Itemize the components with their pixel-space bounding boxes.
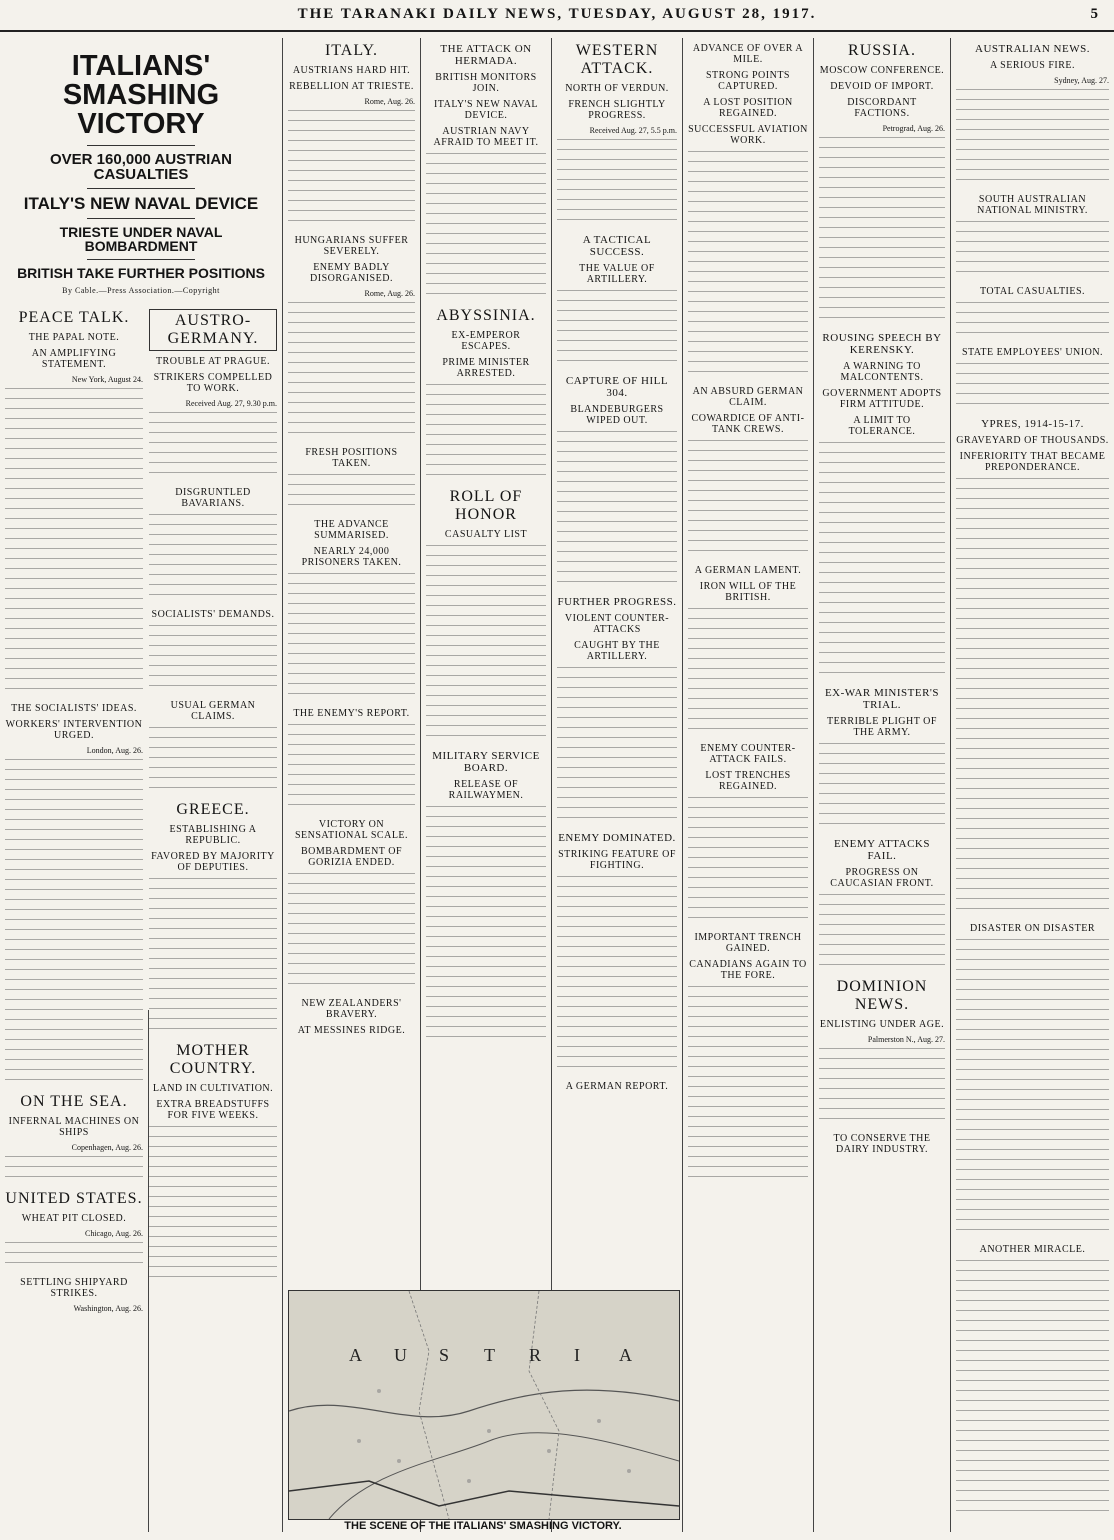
article-text xyxy=(956,221,1109,281)
article-text xyxy=(149,1126,277,1286)
article-text xyxy=(956,363,1109,413)
sub-heading: TOTAL CASUALTIES. xyxy=(979,286,1086,297)
divider xyxy=(87,218,196,219)
section-heading: AUSTRO-GERMANY. xyxy=(149,309,277,351)
sub-heading: ITALY'S NEW NAVAL DEVICE. xyxy=(433,99,539,121)
column-6 xyxy=(814,38,950,1532)
sub-heading: THE PAPAL NOTE. xyxy=(28,332,120,343)
sub-heading: SETTLING SHIPYARD STRIKES. xyxy=(20,1277,128,1299)
sub-heading: TERRIBLE PLIGHT OF THE ARMY. xyxy=(827,716,937,738)
map-drawing xyxy=(289,1291,679,1519)
section-heading: FURTHER PROGRESS. xyxy=(557,596,677,608)
sub-heading: VIOLENT COUNTER-ATTACKS xyxy=(564,613,670,635)
sub-heading: CANADIANS AGAIN TO THE FORE. xyxy=(689,959,807,981)
dateline: Rome, Aug. 26. xyxy=(364,97,415,106)
sub-heading: DEVOID OF IMPORT. xyxy=(830,81,934,92)
article-text xyxy=(688,440,808,560)
article-text xyxy=(819,1048,945,1128)
article-text xyxy=(956,302,1109,342)
article-text xyxy=(426,384,546,484)
sub-heading: CASUALTY LIST xyxy=(444,529,528,540)
divider xyxy=(87,259,196,260)
article-text xyxy=(149,412,277,482)
sub-heading: FRENCH SLIGHTLY PROGRESS. xyxy=(568,99,666,121)
sub-heading: THE ENEMY'S REPORT. xyxy=(293,708,410,719)
banner-headline: TRIESTE UNDER NAVAL BOMBARDMENT xyxy=(59,224,223,254)
sub-heading: SUCCESSFUL AVIATION WORK. xyxy=(688,124,808,146)
sub-heading: NEARLY 24,000 PRISONERS TAKEN. xyxy=(301,546,402,568)
sub-heading: TROUBLE AT PRAGUE. xyxy=(155,356,271,367)
section-heading: DOMINION NEWS. xyxy=(836,978,928,1013)
section-heading: UNITED STATES. xyxy=(5,1190,143,1207)
section-heading: ABYSSINIA. xyxy=(436,307,536,324)
column-5 xyxy=(683,38,813,1532)
section-heading: PEACE TALK. xyxy=(18,309,130,326)
dateline: Washington, Aug. 26. xyxy=(73,1304,143,1313)
masthead xyxy=(0,0,1114,32)
sub-heading: FAVORED BY MAJORITY OF DEPUTIES. xyxy=(151,851,275,873)
column-1 xyxy=(0,38,282,1532)
article-text xyxy=(956,89,1109,189)
dateline: New York, August 24. xyxy=(71,375,143,384)
article-text xyxy=(426,545,546,745)
article-text xyxy=(5,759,143,1089)
divider xyxy=(87,188,196,189)
map-label: I xyxy=(574,1345,582,1365)
article-text xyxy=(5,1242,143,1272)
section-heading: ITALY. xyxy=(324,42,379,59)
sub-heading: REBELLION AT TRIESTE. xyxy=(289,81,414,92)
map-label: S xyxy=(439,1345,452,1365)
sub-heading: AN AMPLIFYING STATEMENT. xyxy=(31,348,117,370)
article-text xyxy=(288,724,415,814)
article-text xyxy=(557,290,677,370)
section-heading: A TACTICAL SUCCESS. xyxy=(582,234,652,258)
article-text xyxy=(819,743,945,833)
section-heading: MILITARY SERVICE BOARD. xyxy=(432,750,540,774)
sub-heading: MOSCOW CONFERENCE. xyxy=(819,65,945,76)
article-text xyxy=(149,514,277,604)
banner-headline: ITALY'S NEW NAVAL DEVICE xyxy=(23,194,259,213)
article-text xyxy=(149,625,277,695)
sub-heading: DISASTER ON DISASTER xyxy=(969,923,1095,934)
dateline: Sydney, Aug. 27. xyxy=(1054,76,1109,85)
article-text xyxy=(288,873,415,993)
article-text xyxy=(956,939,1109,1239)
article-text xyxy=(688,151,808,381)
article-text xyxy=(557,876,677,1076)
sub-heading: GOVERNMENT ADOPTS FIRM ATTITUDE. xyxy=(822,388,942,410)
sub-heading: VICTORY ON SENSATIONAL SCALE. xyxy=(294,819,409,841)
banner-headline: BRITISH TAKE FURTHER POSITIONS xyxy=(17,265,265,281)
sub-heading: NEW ZEALANDERS' BRAVERY. xyxy=(301,998,402,1020)
article-text xyxy=(819,442,945,682)
column-7 xyxy=(951,38,1114,1532)
sub-heading: WORKERS' INTERVENTION URGED. xyxy=(5,719,143,741)
sub-heading: ENLISTING UNDER AGE. xyxy=(819,1019,945,1030)
sub-heading: AT MESSINES RIDGE. xyxy=(297,1025,406,1036)
map-caption: THE SCENE OF THE ITALIANS' SMASHING VICTORY. xyxy=(344,1520,622,1532)
sub-heading: THE SOCIALISTS' IDEAS. xyxy=(11,703,137,714)
article-text xyxy=(5,1156,143,1186)
section-heading: MOTHER COUNTRY. xyxy=(169,1042,257,1077)
sub-heading: INFERNAL MACHINES ON SHIPS xyxy=(8,1116,140,1138)
sub-heading: BOMBARDMENT OF GORIZIA ENDED. xyxy=(301,846,402,868)
sub-heading: EX-EMPEROR ESCAPES. xyxy=(451,330,521,352)
banner-headline: ITALIANS' SMASHING VICTORY xyxy=(62,50,220,140)
section-heading: ROLL OF HONOR xyxy=(449,488,523,523)
article-text xyxy=(288,110,415,230)
sub-heading: CAUGHT BY THE ARTILLERY. xyxy=(574,640,660,662)
sub-heading: INFERIORITY THAT BECAME PREPONDERANCE. xyxy=(959,451,1106,473)
sub-heading: AUSTRIAN NAVY AFRAID TO MEET IT. xyxy=(433,126,539,148)
article-text xyxy=(288,302,415,442)
article-text xyxy=(288,474,415,514)
sub-heading: LOST TRENCHES REGAINED. xyxy=(705,770,791,792)
map-label: A xyxy=(619,1345,634,1365)
sub-heading: STRIKING FEATURE OF FIGHTING. xyxy=(558,849,676,871)
sub-heading: A LOST POSITION REGAINED. xyxy=(703,97,793,119)
article-text xyxy=(557,139,677,229)
article-text xyxy=(288,573,415,703)
dateline: Received Aug. 27, 9.30 p.m. xyxy=(185,399,277,408)
sub-heading: PROGRESS ON CAUCASIAN FRONT. xyxy=(830,867,934,889)
sub-heading: A GERMAN REPORT. xyxy=(565,1081,669,1092)
section-heading: GREECE. xyxy=(176,801,250,818)
dateline: Petrograd, Aug. 26. xyxy=(882,124,945,133)
sub-heading: STRONG POINTS CAPTURED. xyxy=(705,70,790,92)
dateline: Chicago, Aug. 26. xyxy=(85,1229,143,1238)
article-text xyxy=(149,727,277,797)
sub-heading: ENEMY BADLY DISORGANISED. xyxy=(310,262,393,284)
section-heading: THE ATTACK ON HERMADA. xyxy=(440,43,532,67)
section-heading: AUSTRALIAN NEWS. xyxy=(975,43,1090,55)
sub-heading: BLANDEBURGERS WIPED OUT. xyxy=(570,404,664,426)
article-text xyxy=(688,986,808,1186)
section-heading: IMPORTANT TRENCH GAINED. xyxy=(694,932,802,954)
sub-heading: AUSTRIANS HARD HIT. xyxy=(292,65,411,76)
sub-heading: WHEAT PIT CLOSED. xyxy=(21,1213,127,1224)
sub-heading: ESTABLISHING A REPUBLIC. xyxy=(169,824,257,846)
masthead-title: THE TARANAKI DAILY NEWS, TUESDAY, AUGUST 28, 1917. xyxy=(297,6,817,22)
sub-heading: TO CONSERVE THE DAIRY INDUSTRY. xyxy=(833,1133,931,1155)
banner-headline: OVER 160,000 AUSTRIAN CASUALTIES xyxy=(49,151,232,183)
sub-heading: PRIME MINISTER ARRESTED. xyxy=(442,357,530,379)
sub-heading: EXTRA BREADSTUFFS FOR FIVE WEEKS. xyxy=(156,1099,270,1121)
article-text xyxy=(819,894,945,974)
sub-heading: HUNGARIANS SUFFER SEVERELY. xyxy=(294,235,409,257)
sub-heading: DISGRUNTLED BAVARIANS. xyxy=(175,487,251,509)
sub-heading: GRAVEYARD OF THOUSANDS. xyxy=(956,435,1109,446)
section-heading: AN ABSURD GERMAN CLAIM. xyxy=(692,386,804,408)
section-heading: CAPTURE OF HILL 304. xyxy=(565,375,669,399)
section-heading: YPRES, 1914-15-17. xyxy=(981,418,1084,430)
section-heading: ENEMY DOMINATED. xyxy=(558,832,676,844)
sub-heading: USUAL GERMAN CLAIMS. xyxy=(170,700,256,722)
article-text xyxy=(819,137,945,327)
article-text xyxy=(557,431,677,591)
article-text xyxy=(149,878,277,1038)
map-label: R xyxy=(529,1345,544,1365)
sub-heading: A WARNING TO MALCONTENTS. xyxy=(840,361,924,383)
article-text xyxy=(688,608,808,738)
dateline: Copenhagen, Aug. 26. xyxy=(71,1143,143,1152)
map-label: A xyxy=(349,1345,364,1365)
map-label: U xyxy=(394,1345,409,1365)
sub-heading: IRON WILL OF THE BRITISH. xyxy=(699,581,797,603)
divider xyxy=(87,145,196,146)
sub-heading: ANOTHER MIRACLE. xyxy=(979,1244,1086,1255)
section-heading: ON THE SEA. xyxy=(20,1093,128,1110)
sub-heading: FRESH POSITIONS TAKEN. xyxy=(305,447,398,469)
page-number: 5 xyxy=(1090,6,1098,22)
sub-heading: DISCORDANT FACTIONS. xyxy=(847,97,917,119)
sub-heading: A LIMIT TO TOLERANCE. xyxy=(848,415,916,437)
article-text xyxy=(956,1260,1109,1520)
sub-heading: NORTH OF VERDUN. xyxy=(565,83,669,94)
dateline: Palmerston N., Aug. 27. xyxy=(867,1035,945,1044)
sub-heading: COWARDICE OF ANTI-TANK CREWS. xyxy=(691,413,805,435)
dateline: London, Aug. 26. xyxy=(86,746,143,755)
article-text xyxy=(426,806,546,1046)
sub-heading: BRITISH MONITORS JOIN. xyxy=(435,72,537,94)
dateline: Received Aug. 27, 5.5 p.m. xyxy=(589,126,677,135)
article-text xyxy=(426,153,546,303)
section-heading: WESTERN ATTACK. xyxy=(575,42,659,77)
sub-heading: STRIKERS COMPELLED TO WORK. xyxy=(153,372,273,394)
section-heading: EX-WAR MINISTER'S TRIAL. xyxy=(824,687,940,711)
section-heading: ADVANCE OF OVER A MILE. xyxy=(692,43,804,65)
section-heading: A GERMAN LAMENT. xyxy=(694,565,802,576)
article-text xyxy=(557,667,677,827)
map-label: T xyxy=(484,1345,497,1365)
byline: By Cable.—Press Association.—Copyright xyxy=(62,286,220,295)
section-heading: RUSSIA. xyxy=(848,42,916,59)
sub-heading: LAND IN CULTIVATION. xyxy=(152,1083,274,1094)
article-text xyxy=(688,797,808,927)
article-text xyxy=(956,478,1109,918)
sub-heading: A SERIOUS FIRE. xyxy=(989,60,1075,71)
section-heading: ROUSING SPEECH BY KERENSKY. xyxy=(822,332,942,356)
dateline: Rome, Aug. 26. xyxy=(364,289,415,298)
sub-heading: SOCIALISTS' DEMANDS. xyxy=(151,609,275,620)
sub-heading: RELEASE OF RAILWAYMEN. xyxy=(448,779,524,801)
sub-heading: STATE EMPLOYEES' UNION. xyxy=(961,347,1104,358)
section-heading: ENEMY ATTACKS FAIL. xyxy=(834,838,930,862)
battle-map xyxy=(288,1290,680,1520)
sub-heading: THE VALUE OF ARTILLERY. xyxy=(579,263,655,285)
article-text xyxy=(5,388,143,698)
sub-heading: SOUTH AUSTRALIAN NATIONAL MINISTRY. xyxy=(977,194,1088,216)
sub-heading: THE ADVANCE SUMMARISED. xyxy=(314,519,389,541)
section-heading: ENEMY COUNTER-ATTACK FAILS. xyxy=(700,743,796,765)
